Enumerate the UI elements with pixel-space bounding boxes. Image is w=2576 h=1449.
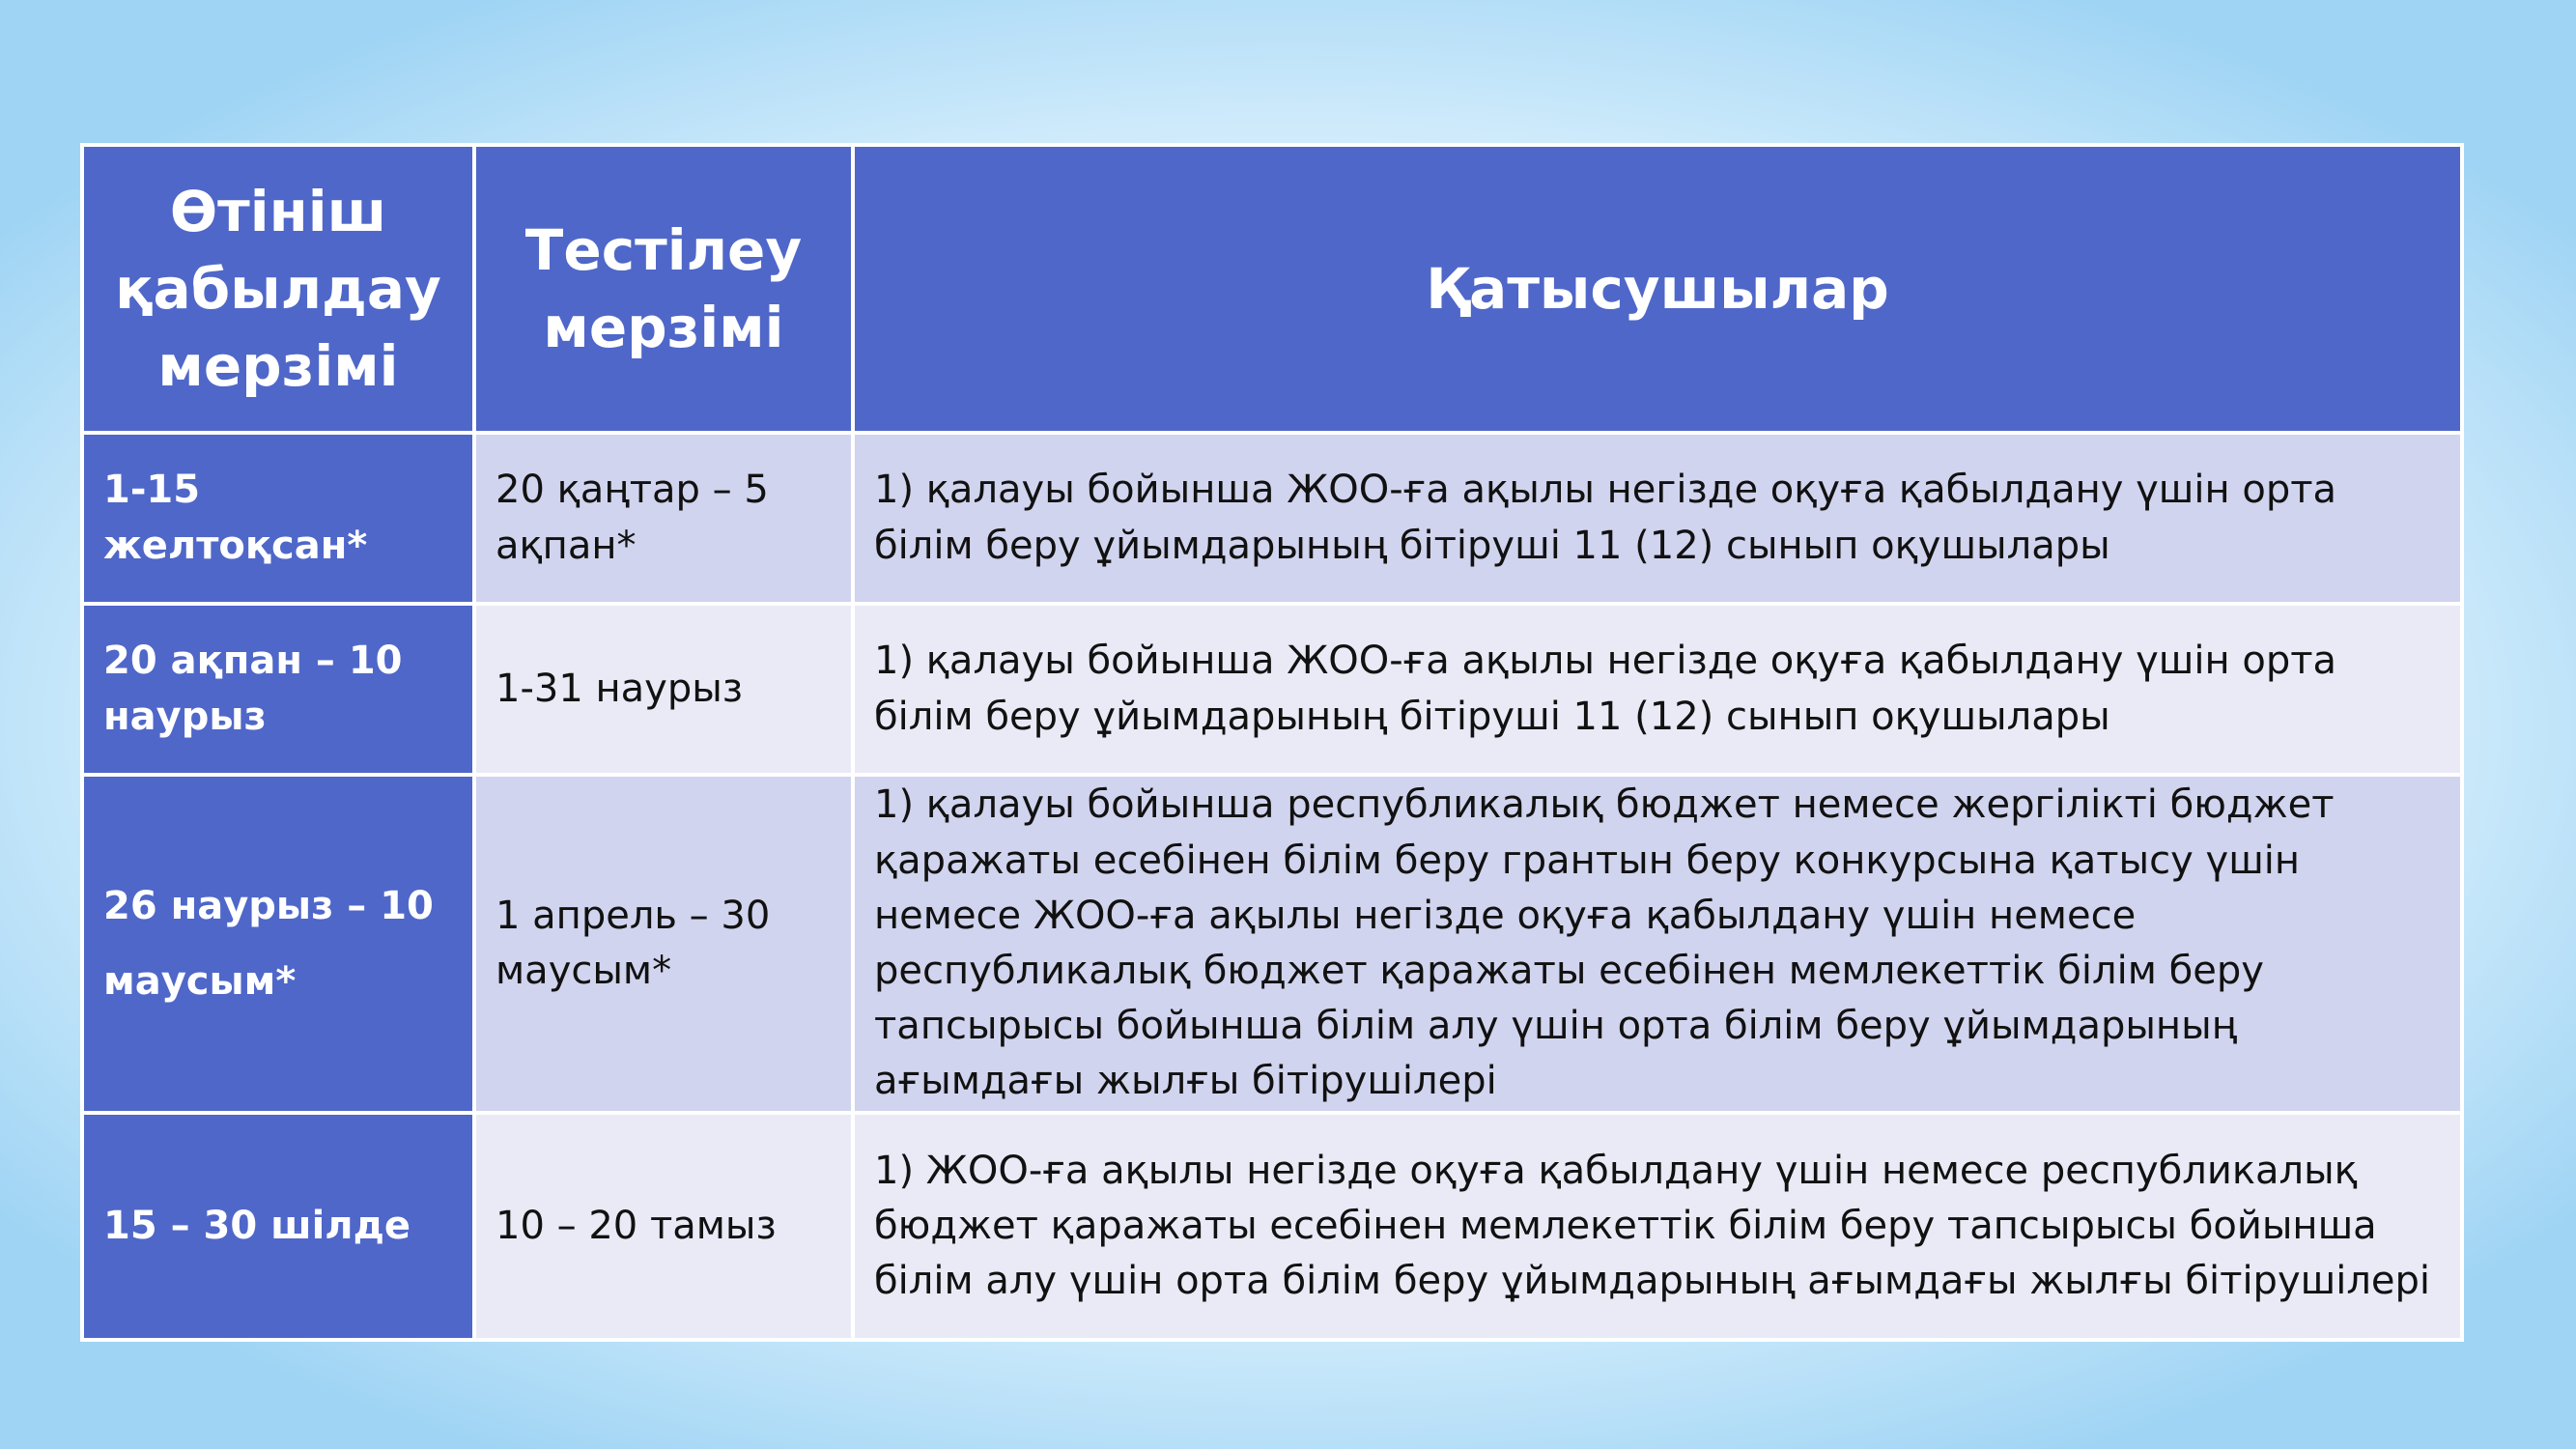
participants-cell: 1) қалауы бойынша ЖОО-ға ақылы негізде оқуға қабылдану үшін орта білім беру ұйымдарының бітіруші 11 (12) сынып оқушылары [853, 433, 2462, 604]
testing-period-cell: 20 қаңтар – 5 ақпан* [474, 433, 853, 604]
testing-period-cell: 1 апрель – 30 маусым* [474, 775, 853, 1113]
participants-cell: 1) қалауы бойынша республикалық бюджет немесе жергілікті бюджет қаражаты есебінен білім беру грантын беру конкурсына қатысу үшін немесе ЖОО-ға ақылы негізде оқуға қабылдану үшін немесе республикалық бюджет қаражаты есебінен мемлекеттік білім беру тапсырысы бойынша білім алу үшін орта білім беру ұйымдарының ағымдағы жылғы бітірушілері [853, 775, 2462, 1113]
participants-cell: 1) қалауы бойынша ЖОО-ға ақылы негізде оқуға қабылдану үшін орта білім беру ұйымдарының бітіруші 11 (12) сынып оқушылары [853, 604, 2462, 775]
header-testing-period: Тестілеу мерзімі [474, 145, 853, 433]
application-period-cell: 20 ақпан – 10 наурыз [82, 604, 474, 775]
table-row [82, 775, 2462, 1113]
table-row [82, 433, 2462, 604]
participants-cell: 1) ЖОО-ға ақылы негізде оқуға қабылдану үшін немесе республикалық бюджет қаражаты есебінен мемлекеттік білім беру тапсырысы бойынша білім алу үшін орта білім беру ұйымдарының ағымдағы жылғы бітірушілері [853, 1113, 2462, 1340]
table-header-row [82, 145, 2462, 433]
testing-period-cell: 1-31 наурыз [474, 604, 853, 775]
header-application-period: Өтініш қабылдау мерзімі [82, 145, 474, 433]
table-row [82, 1113, 2462, 1340]
schedule-table [80, 143, 2464, 1342]
testing-period-cell: 10 – 20 тамыз [474, 1113, 853, 1340]
header-participants: Қатысушылар [853, 145, 2462, 433]
table-row [82, 604, 2462, 775]
application-period-cell: 26 наурыз – 10 маусым* [82, 775, 474, 1113]
application-period-cell: 15 – 30 шілде [82, 1113, 474, 1340]
application-period-cell: 1-15 желтоқсан* [82, 433, 474, 604]
